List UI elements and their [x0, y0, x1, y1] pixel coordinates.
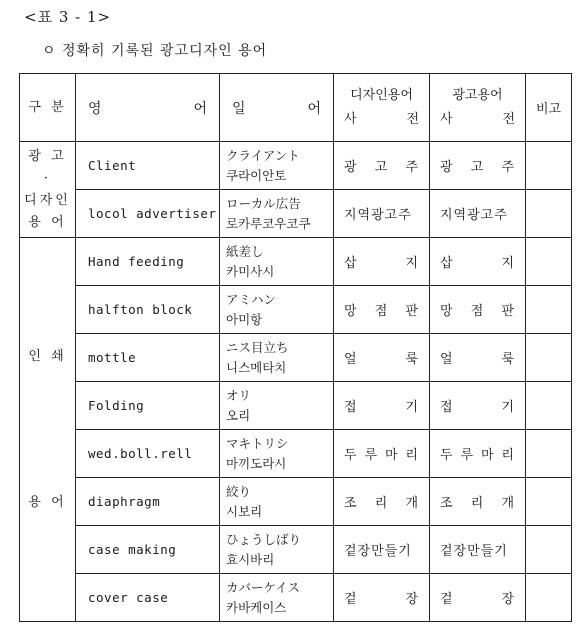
term-text	[440, 204, 515, 223]
header-ad-dict	[430, 74, 526, 142]
header-ad-dict-sub	[436, 108, 519, 132]
term-char: 기	[405, 400, 419, 415]
japanese-word: ローカル広告	[226, 195, 301, 211]
ad-dict-term	[430, 142, 526, 190]
ad-dict-term	[430, 478, 526, 526]
term-char: 장	[501, 592, 515, 607]
term-char: 판	[405, 304, 419, 319]
japanese-word: クライアント	[226, 147, 300, 163]
japanese-word: 紙差し	[226, 243, 264, 259]
japanese-term	[220, 526, 334, 574]
term-text	[344, 348, 419, 367]
table-row	[20, 526, 572, 574]
term-char: 광	[440, 160, 454, 175]
japanese-reading: 시보리	[226, 503, 263, 519]
category-cell	[20, 142, 76, 238]
term-char: 주	[501, 160, 515, 175]
japanese-term	[220, 574, 334, 622]
ad-dict-term	[430, 286, 526, 334]
term-char: 룩	[501, 352, 515, 367]
table-subtitle: ㅇ 정확히 기록된 광고디자인 용어	[42, 43, 268, 59]
term-char: 망	[440, 304, 454, 319]
term-char: 리	[374, 496, 389, 511]
term-char: 개	[501, 496, 515, 511]
header-ad-dict-title: 광고용어	[452, 87, 503, 103]
term-char: 마	[384, 448, 399, 463]
term-char: 점	[374, 304, 389, 319]
term-char: 장	[405, 592, 419, 607]
remarks-cell	[526, 238, 572, 286]
japanese-reading: 카미사시	[226, 263, 275, 279]
term-char: 판	[501, 304, 515, 319]
term-char: 삽	[344, 256, 358, 271]
category-line: ·	[43, 170, 52, 186]
english-term: diaphragm	[76, 478, 220, 526]
ad-dict-term	[430, 430, 526, 478]
term-char: 지	[405, 256, 419, 271]
remarks-cell	[526, 526, 572, 574]
term-text	[344, 492, 419, 511]
header-japanese-right: 어	[307, 100, 321, 117]
category-line: 광 고	[28, 148, 67, 164]
japanese-word: オリ	[226, 387, 252, 403]
english-term: locol advertiser	[76, 190, 220, 238]
japanese-reading: 오리	[226, 407, 251, 423]
term-char: 겉	[344, 592, 358, 607]
term-text	[440, 540, 515, 559]
term-char: 루	[364, 448, 379, 463]
category-cell	[20, 238, 76, 622]
term-char: 접	[440, 400, 454, 415]
category-line: 디자인	[24, 192, 71, 208]
term-char: 삽	[440, 256, 454, 271]
table-row	[20, 430, 572, 478]
japanese-term	[220, 382, 334, 430]
english-term: cover case	[76, 574, 220, 622]
japanese-word: ニス目立ち	[226, 339, 289, 355]
japanese-reading: 니스메타치	[226, 359, 287, 375]
term-text	[344, 540, 419, 559]
remarks-cell	[526, 382, 572, 430]
term-text	[440, 300, 515, 319]
header-japanese	[220, 74, 334, 142]
term-text	[344, 156, 419, 175]
remarks-cell	[526, 478, 572, 526]
term-text	[344, 588, 419, 607]
header-remarks: 비고	[526, 74, 572, 142]
term-char: 지역광고주	[440, 208, 508, 223]
term-text	[440, 348, 515, 367]
term-char: 리	[501, 448, 515, 463]
term-text	[344, 444, 419, 463]
english-term: case making	[76, 526, 220, 574]
japanese-term	[220, 142, 334, 190]
english-term: halfton block	[76, 286, 220, 334]
design-dict-term	[334, 190, 430, 238]
english-term: wed.boll.rell	[76, 430, 220, 478]
ad-dict-term	[430, 574, 526, 622]
ad-dict-term	[430, 526, 526, 574]
design-dict-term	[334, 142, 430, 190]
japanese-word: ひょうしばり	[226, 531, 302, 547]
category-line: 용 어	[28, 214, 67, 230]
ad-dict-term	[430, 190, 526, 238]
term-text	[440, 492, 515, 511]
japanese-word: マキトリシ	[226, 435, 289, 451]
ad-dict-term	[430, 382, 526, 430]
table-row	[20, 574, 572, 622]
term-char: 얼	[344, 352, 358, 367]
header-design-dict-title: 디자인용어	[350, 87, 413, 103]
term-char: 룩	[405, 352, 419, 367]
term-char: 조	[344, 496, 358, 511]
design-dict-term	[334, 478, 430, 526]
term-text	[344, 204, 419, 223]
term-char: 주	[405, 160, 419, 175]
table-row	[20, 382, 572, 430]
header-design-dict-sub-b: 전	[406, 111, 419, 127]
term-char: 망	[344, 304, 358, 319]
term-char: 리	[470, 496, 485, 511]
header-category: 구 분	[20, 74, 76, 142]
term-char: 고	[374, 160, 389, 175]
japanese-reading: 쿠라이안토	[226, 167, 287, 183]
japanese-term	[220, 430, 334, 478]
japanese-reading: 카바케이스	[226, 599, 287, 615]
table-row	[20, 238, 572, 286]
category-line: 용 어	[28, 494, 67, 510]
table-number: <표 3 - 1>	[24, 8, 112, 26]
remarks-cell	[526, 430, 572, 478]
term-char: 루	[460, 448, 475, 463]
category-line	[20, 430, 75, 492]
table-row	[20, 334, 572, 382]
japanese-term	[220, 238, 334, 286]
term-text	[344, 300, 419, 319]
japanese-reading: 효시바리	[226, 551, 275, 567]
header-english-left: 영	[88, 100, 102, 117]
term-char: 접	[344, 400, 358, 415]
ad-dict-term	[430, 238, 526, 286]
japanese-reading: 아미항	[226, 311, 263, 327]
remarks-cell	[526, 142, 572, 190]
term-text	[440, 252, 515, 271]
term-char: 두	[440, 448, 454, 463]
term-text	[344, 396, 419, 415]
japanese-term	[220, 190, 334, 238]
term-text	[440, 588, 515, 607]
english-term: mottle	[76, 334, 220, 382]
term-char: 지역광고주	[344, 208, 412, 223]
japanese-word: アミハン	[226, 291, 277, 307]
japanese-term	[220, 334, 334, 382]
header-row	[20, 74, 572, 142]
term-char: 얼	[440, 352, 454, 367]
japanese-reading: 마끼도라시	[226, 455, 287, 471]
table-row	[20, 286, 572, 334]
table-row	[20, 142, 572, 190]
design-dict-term	[334, 382, 430, 430]
design-dict-term	[334, 430, 430, 478]
table-row	[20, 190, 572, 238]
header-design-dict-sub-a: 사	[344, 111, 357, 127]
japanese-term	[220, 286, 334, 334]
term-char: 기	[501, 400, 515, 415]
japanese-reading: 로카루코우코쿠	[226, 215, 311, 231]
remarks-cell	[526, 190, 572, 238]
term-text	[440, 156, 515, 175]
design-dict-term	[334, 238, 430, 286]
design-dict-term	[334, 574, 430, 622]
header-english-right: 어	[193, 100, 207, 117]
term-text	[440, 396, 515, 415]
header-design-dict	[334, 74, 430, 142]
japanese-word: 絞り	[226, 483, 252, 499]
term-char: 개	[405, 496, 419, 511]
term-char: 리	[405, 448, 419, 463]
term-char: 마	[480, 448, 495, 463]
term-text	[344, 252, 419, 271]
design-dict-term	[334, 334, 430, 382]
table-row	[20, 478, 572, 526]
term-text	[440, 444, 515, 463]
design-dict-term	[334, 526, 430, 574]
design-dict-term	[334, 286, 430, 334]
term-char: 점	[470, 304, 485, 319]
japanese-term	[220, 478, 334, 526]
term-char: 겉장만들기	[344, 544, 412, 559]
english-term: Client	[76, 142, 220, 190]
term-char: 고	[470, 160, 485, 175]
header-ad-dict-sub-a: 사	[440, 111, 453, 127]
term-char: 광	[344, 160, 358, 175]
english-term: Folding	[76, 382, 220, 430]
japanese-word: カバーケイス	[226, 579, 301, 595]
remarks-cell	[526, 574, 572, 622]
english-term: Hand feeding	[76, 238, 220, 286]
remarks-cell	[526, 334, 572, 382]
terms-table	[19, 73, 572, 622]
term-char: 겉	[440, 592, 454, 607]
ad-dict-term	[430, 334, 526, 382]
term-char: 겉장만들기	[440, 544, 508, 559]
term-char: 조	[440, 496, 454, 511]
header-ad-dict-sub-b: 전	[502, 111, 515, 127]
header-japanese-left: 일	[232, 100, 246, 117]
header-design-dict-sub	[340, 108, 423, 132]
term-char: 지	[501, 256, 515, 271]
category-line: 인 쇄	[28, 348, 67, 364]
remarks-cell	[526, 286, 572, 334]
header-english	[76, 74, 220, 142]
term-char: 두	[344, 448, 358, 463]
category-line	[20, 368, 75, 430]
